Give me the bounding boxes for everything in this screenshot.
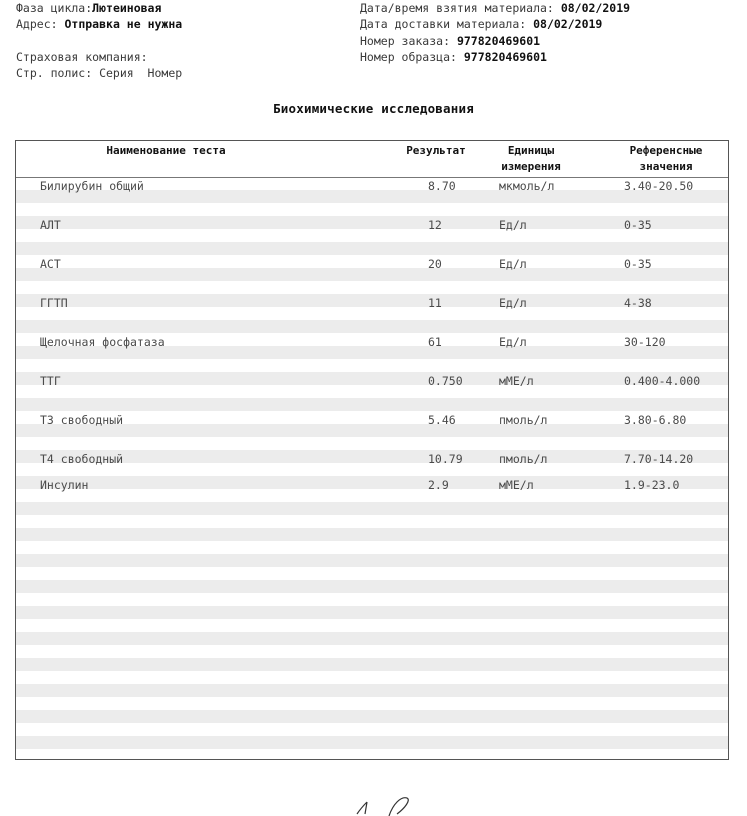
- column-header-reference-line1: Референсные: [629, 144, 703, 157]
- result-value: 61: [428, 335, 442, 349]
- units-value: пмоль/л: [499, 413, 548, 427]
- result-value: 5.46: [428, 413, 456, 427]
- units-value: мкмоль/л: [499, 179, 555, 193]
- result-value: 10.79: [428, 452, 463, 466]
- units-value: мМЕ/л: [499, 374, 534, 388]
- row-stripe: [16, 528, 728, 541]
- test-name: Инсулин: [40, 478, 89, 492]
- order-number-value: 977820469601: [456, 34, 541, 48]
- order-number-line: [360, 33, 540, 49]
- sample-number-value: 977820469601: [463, 50, 547, 64]
- result-value: 12: [428, 218, 442, 232]
- results-table: [15, 140, 729, 760]
- insurance-policy-label: Стр. полис: Серия Номер: [16, 66, 183, 80]
- section-title: Биохимические исследования: [273, 101, 474, 116]
- test-name: ТТГ: [40, 374, 61, 388]
- units-value: Ед/л: [499, 218, 527, 232]
- units-value: Ед/л: [499, 296, 527, 310]
- row-stripe: [16, 502, 728, 515]
- units-value: мМЕ/л: [499, 478, 534, 492]
- cycle-phase-value: Лютеиновая: [92, 1, 162, 15]
- row-stripe: [16, 372, 728, 385]
- result-value: 2.9: [428, 478, 449, 492]
- reference-range: 3.80-6.80: [624, 413, 687, 427]
- units-value: Ед/л: [499, 257, 527, 271]
- cycle-phase-label: Фаза цикла:: [16, 1, 93, 15]
- address-value: Отправка не нужна: [64, 17, 183, 31]
- test-name: Билирубин общий: [40, 179, 144, 193]
- reference-range: 0.400-4.000: [624, 374, 701, 388]
- test-name: Щелочная фосфатаза: [40, 335, 165, 349]
- cycle-phase-line: [16, 0, 161, 16]
- row-stripe: [16, 736, 728, 749]
- reference-range: 3.40-20.50: [624, 179, 694, 193]
- row-stripe: [16, 398, 728, 411]
- reference-range: 0-35: [624, 218, 652, 232]
- reference-range: 4-38: [624, 296, 652, 310]
- column-header-units-line1: Единицы: [507, 144, 555, 157]
- column-header-result: Результат: [406, 144, 466, 157]
- column-header-units-line2: измерения: [501, 160, 561, 173]
- test-name: Т3 свободный: [40, 413, 124, 427]
- collection-datetime-value: 08/02/2019: [560, 1, 631, 15]
- order-number-label: Номер заказа:: [360, 34, 451, 48]
- row-stripe: [16, 606, 728, 619]
- test-name: АЛТ: [40, 218, 61, 232]
- result-value: 20: [428, 257, 442, 271]
- collection-datetime-line: [360, 0, 630, 16]
- reference-range: 1.9-23.0: [624, 478, 680, 492]
- result-value: 8.70: [428, 179, 456, 193]
- row-stripe: [16, 658, 728, 671]
- row-stripe: [16, 476, 728, 489]
- reference-range: 7.70-14.20: [624, 452, 694, 466]
- row-stripe: [16, 632, 728, 645]
- row-stripe: [16, 294, 728, 307]
- test-name: АСТ: [40, 257, 61, 271]
- result-value: 11: [428, 296, 442, 310]
- result-value: 0.750: [428, 374, 463, 388]
- delivery-date-value: 08/02/2019: [533, 17, 603, 31]
- row-stripe: [16, 216, 728, 229]
- row-stripe: [16, 554, 728, 567]
- row-stripe: [16, 684, 728, 697]
- signature-image: [345, 792, 425, 816]
- row-stripe: [16, 580, 728, 593]
- address-line: [16, 16, 182, 32]
- row-stripe: [16, 320, 728, 333]
- units-value: Ед/л: [499, 335, 527, 349]
- column-header-reference-line2: значения: [639, 160, 693, 173]
- row-stripe: [16, 268, 728, 281]
- test-name: Т4 свободный: [40, 452, 124, 466]
- delivery-date-line: [360, 16, 602, 32]
- address-label: Адрес:: [16, 17, 58, 31]
- collection-datetime-label: Дата/время взятия материала:: [360, 1, 554, 15]
- sample-number-label: Номер образца:: [360, 50, 457, 64]
- units-value: пмоль/л: [499, 452, 548, 466]
- column-header-name: Наименование теста: [106, 144, 226, 157]
- insurance-company-label: Страховая компания:: [16, 50, 148, 64]
- reference-range: 30-120: [624, 335, 666, 349]
- reference-range: 0-35: [624, 257, 652, 271]
- test-name: ГГТП: [40, 296, 68, 310]
- row-stripe: [16, 242, 728, 255]
- delivery-date-label: Дата доставки материала:: [360, 17, 527, 31]
- sample-number-line: [360, 49, 547, 65]
- row-stripe: [16, 710, 728, 723]
